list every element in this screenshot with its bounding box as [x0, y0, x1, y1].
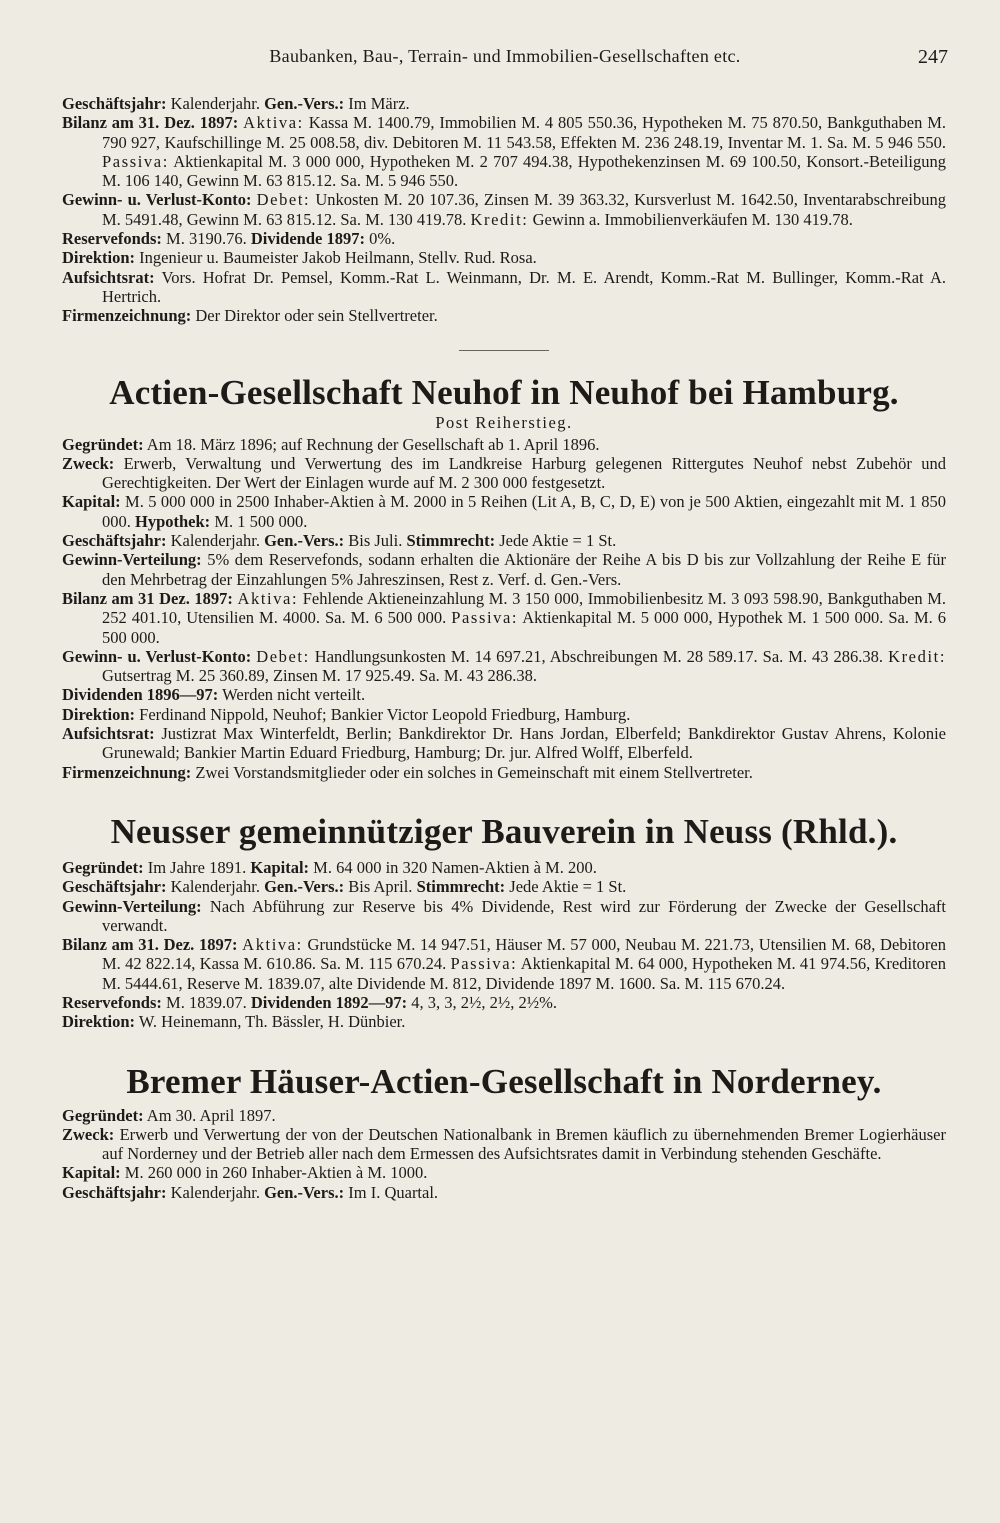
field-label: Stimmrecht: — [406, 531, 496, 551]
field-text: Jede Aktie = 1 St. — [495, 531, 617, 551]
field-text: Handlungsunkosten M. 14 697.21, Abschreibungen M. 28 589.17. Sa. M. 43 286.38. — [309, 646, 889, 666]
field-label: Geschäftsjahr: — [62, 1182, 167, 1202]
entry-continued — [62, 94, 946, 326]
field-label: Dividenden 1892—97: — [250, 992, 408, 1012]
field-label: Gen.-Vers.: — [264, 531, 345, 551]
entry-paragraph — [62, 858, 946, 877]
entry-paragraph — [62, 454, 946, 493]
field-text: M. 3190.76. — [161, 229, 251, 249]
field-label: Gegründet: — [62, 1105, 144, 1125]
field-label: Firmenzeichnung: — [62, 762, 192, 782]
field-text: Am 18. März 1896; auf Rechnung der Gesellschaft ab 1. April 1896. — [143, 434, 600, 454]
field-label: Gewinn- u. Verlust-Konto: — [62, 646, 252, 666]
field-text: Am 30. April 1897. — [143, 1105, 276, 1125]
spaced-label: Aktiva: — [242, 935, 303, 955]
field-label: Gen.-Vers.: — [264, 877, 345, 897]
field-text: Jede Aktie = 1 St. — [505, 877, 627, 897]
field-text: Fehlende Aktieneinzahlung M. 3 150 000, Immobilienbesitz M. 3 093 598.90, Bankguthaben M. 252 401.10, Utensilien M. 4000. Sa. M. 6 500 000. — [102, 588, 947, 628]
field-text: Kalenderjahr. — [166, 877, 265, 897]
spaced-label: Debet: — [256, 190, 311, 210]
field-text: M. 1 500 000. — [210, 511, 308, 531]
entry-paragraph — [62, 724, 946, 763]
field-label: Dividenden 1896—97: — [62, 685, 219, 705]
entry-paragraph — [62, 935, 946, 993]
field-label: Direktion: — [62, 248, 136, 268]
field-label: Gewinn-Verteilung: — [62, 896, 202, 916]
entry-paragraph — [62, 589, 946, 647]
field-text: M. 1839.07. — [161, 992, 251, 1012]
entry-title: Actien-Gesellschaft Neuhof in Neuhof bei Hamburg. — [109, 372, 899, 412]
field-label: Zweck: — [62, 453, 115, 473]
field-label: Direktion: — [62, 1012, 136, 1032]
field-label: Firmenzeichnung: — [62, 306, 192, 326]
entry-paragraph — [62, 877, 946, 896]
entry-paragraph — [62, 1125, 946, 1164]
field-label: Bilanz am 31 Dez. 1897: — [62, 588, 233, 608]
section-gap — [62, 782, 946, 812]
field-text: Zwei Vorstandsmitglieder oder ein solches in Gemeinschaft mit einem Stellvertreter. — [191, 762, 753, 782]
entry-neuss — [62, 812, 946, 1032]
entry-paragraph — [62, 248, 946, 267]
entry-paragraph — [62, 1183, 946, 1202]
field-text: Im Jahre 1891. — [143, 857, 251, 877]
entry-paragraph — [62, 306, 946, 325]
field-label: Kapital: — [62, 1163, 121, 1183]
entry-paragraph — [62, 492, 946, 531]
entry-paragraph — [62, 550, 946, 589]
field-text: Kassa M. 1400.79, Immobilien M. 4 805 550.36, Hypotheken M. 75 870.50, Bankguthaben M. 790 927, Kaufschillinge M. 25 008.58, div. Debitoren M. 11 543.58, Effekten M. 236 248.19, Inventar M. 1. Sa. M. 5 946 550. — [102, 113, 946, 152]
field-text: 0%. — [364, 229, 396, 249]
entry-paragraph — [62, 268, 946, 307]
spaced-label: Aktiva: — [237, 588, 299, 608]
field-text: Nach Abführung zur Reserve bis 4% Dividende, Rest wird zur Förderung der Zwecke der Gesellschaft verwandt. — [102, 896, 946, 935]
spaced-label: Debet: — [256, 646, 310, 666]
field-text: Aktienkapital M. 5 000 000, Hypothek M. 1 500 000. Sa. M. 6 500 000. — [102, 608, 946, 647]
spaced-label: Passiva: — [451, 608, 519, 628]
entry-paragraph — [62, 94, 946, 113]
field-label: Kapital: — [250, 857, 310, 877]
field-label: Reservefonds: — [62, 992, 162, 1012]
spaced-label: Passiva: — [102, 151, 169, 171]
field-label: Gen.-Vers.: — [264, 1182, 345, 1202]
entry-body — [62, 1106, 946, 1202]
field-label: Geschäftsjahr: — [62, 94, 167, 113]
entry-paragraph — [62, 113, 946, 190]
field-text: Der Direktor oder sein Stellvertreter. — [191, 306, 438, 326]
field-label: Zweck: — [62, 1124, 115, 1144]
field-text: Gutsertrag M. 25 360.89, Zinsen M. 17 925.49. Sa. M. 43 286.38. — [102, 666, 537, 686]
spaced-label: Aktiva: — [243, 113, 304, 133]
field-text: Vors. Hofrat Dr. Pemsel, Komm.-Rat L. Weinmann, Dr. M. E. Arendt, Komm.-Rat M. Bullinger, Komm.-Rat A. Hertrich. — [102, 267, 946, 306]
field-text: M. 260 000 in 260 Inhaber-Aktien à M. 1000. — [120, 1163, 428, 1183]
field-label: Aufsichtsrat: — [62, 267, 155, 287]
entry-paragraph — [62, 763, 946, 782]
field-text: Werden nicht verteilt. — [218, 685, 366, 705]
field-text: Gewinn a. Immobilienverkäufen M. 130 419.78. — [528, 209, 853, 229]
field-label: Geschäftsjahr: — [62, 531, 167, 551]
spaced-label: Kredit: — [470, 209, 529, 229]
entry-title: Neusser gemeinnütziger Bauverein in Neuss (Rhld.). — [110, 811, 898, 851]
entry-paragraph — [62, 1106, 946, 1125]
field-text: 4, 3, 3, 2½, 2½, 2½%. — [407, 992, 558, 1012]
field-text: Bis Juli. — [344, 531, 407, 551]
field-text: Ingenieur u. Baumeister Jakob Heilmann, Stellv. Rud. Rosa. — [135, 248, 537, 268]
field-label: Direktion: — [62, 704, 136, 724]
page-number: 247 — [918, 46, 948, 68]
field-text: Kalenderjahr. — [166, 531, 265, 551]
field-text: Aktienkapital M. 64 000, Hypotheken M. 41 974.56, Kreditoren M. 5444.61, Reserve M. 1839.07, alte Dividende M. 812, Dividende 1897 M. 1600. Sa. M. 115 670.24. — [102, 954, 946, 993]
field-label: Bilanz am 31. Dez. 1897: — [62, 935, 238, 955]
field-label: Aufsichtsrat: — [62, 724, 155, 744]
running-head: Baubanken, Bau-, Terrain- und Immobilien-Gesellschaften etc. — [269, 46, 741, 66]
entry-paragraph — [62, 647, 946, 686]
field-text: Ferdinand Nippold, Neuhof; Bankier Victor Leopold Friedburg, Hamburg. — [135, 704, 631, 724]
field-label: Kapital: — [62, 492, 121, 512]
field-text: Im März. — [344, 94, 410, 113]
field-text: Grundstücke M. 14 947.51, Häuser M. 57 000, Neubau M. 221.73, Utensilien M. 68, Debitoren M. 42 822.14, Kassa M. 610.86. Sa. M. 115 670.24. — [102, 935, 946, 974]
field-text: Unkosten M. 20 107.36, Zinsen M. 39 363.32, Kursverlust M. 1642.50, Inventarabschreibung M. 5491.48, Gewinn M. 63 815.12. Sa. M. 130 419.78. — [102, 190, 947, 229]
field-label: Dividende 1897: — [250, 229, 365, 249]
entry-paragraph — [62, 1163, 946, 1182]
field-label: Hypothek: — [135, 511, 211, 531]
field-label: Gegründet: — [62, 857, 144, 877]
entry-paragraph — [62, 1012, 946, 1031]
field-label: Gewinn- u. Verlust-Konto: — [62, 190, 252, 210]
field-text: Justizrat Max Winterfeldt, Berlin; Bankdirektor Dr. Hans Jordan, Elberfeld; Bankdirektor Gustav Ahrens, Kolonie Grunewald; Bankier Martin Eduard Friedburg, Hamburg; Dr. jur. Alfred Wolff, Elberfeld. — [102, 724, 946, 763]
field-label: Geschäftsjahr: — [62, 877, 167, 897]
field-label: Gewinn-Verteilung: — [62, 550, 202, 570]
spaced-label: Kredit: — [888, 646, 946, 666]
field-label: Stimmrecht: — [416, 877, 506, 897]
field-label: Bilanz am 31. Dez. 1897: — [62, 113, 239, 133]
field-text: Im I. Quartal. — [344, 1182, 439, 1202]
field-text: Kalenderjahr. — [166, 94, 265, 113]
page-content — [62, 94, 946, 1202]
entry-paragraph — [62, 531, 946, 550]
field-label: Gen.-Vers.: — [264, 94, 345, 113]
spaced-label: Passiva: — [450, 954, 518, 974]
entry-paragraph — [62, 685, 946, 704]
entry-paragraph — [62, 705, 946, 724]
field-text: 5% dem Reservefonds, sodann erhalten die Aktionäre der Reihe A bis D bis zur Vollzahlung der Reihe E für den Mehrbetrag der Einzahlungen 5% Jahreszinsen, Rest z. Verf. d. Gen.-Vers. — [102, 550, 946, 589]
entry-body — [62, 94, 946, 326]
entry-paragraph — [62, 993, 946, 1012]
field-label: Reservefonds: — [62, 229, 162, 249]
field-text: Erwerb, Verwaltung und Verwertung des im Landkreise Harburg gelegenen Rittergutes Neuhof nebst Zubehör und Gerechtigkeiten. Der Wert der Einlagen wurde auf M. 2 300 000 festgesetzt. — [102, 453, 946, 493]
section-gap — [62, 1032, 946, 1062]
entry-title: Bremer Häuser-Actien-Gesellschaft in Norderney. — [126, 1061, 882, 1101]
field-text: W. Heinemann, Th. Bässler, H. Dünbier. — [135, 1012, 406, 1032]
field-text: Erwerb und Verwertung der von der Deutschen Nationalbank in Bremen käuflich zu übernehmenden Bremer Logierhäuser auf Norderney und der Betrieb aller nach dem Ermessen des Aufsichtsrates damit in Verbindung stehenden Geschäfte. — [102, 1124, 946, 1164]
field-text: M. 5 000 000 in 2500 Inhaber-Aktien à M. 2000 in 5 Reihen (Lit A, B, C, D, E) von je 500 Aktien, eingezahlt mit M. 1 850 000. — [102, 492, 946, 531]
entry-paragraph — [62, 229, 946, 248]
field-text: Aktienkapital M. 3 000 000, Hypotheken M. 2 707 494.38, Hypothekenzinsen M. 69 100.50, Konsort.-Beteiligung M. 106 140, Gewinn M. 63 815.12. Sa. M. 5 946 550. — [102, 151, 946, 191]
entry-body — [62, 858, 946, 1032]
entry-paragraph — [62, 435, 946, 454]
field-text: Bis April. — [344, 877, 417, 897]
section-divider — [459, 350, 549, 351]
entry-paragraph — [62, 897, 946, 936]
entry-neuhof — [62, 373, 946, 782]
field-text: Kalenderjahr. — [166, 1182, 265, 1202]
page-header — [62, 46, 948, 74]
field-label: Gegründet: — [62, 434, 144, 454]
entry-body — [62, 435, 946, 782]
entry-subtitle: Post Reiherstieg. — [435, 412, 573, 432]
entry-paragraph — [62, 190, 946, 229]
entry-norderney — [62, 1062, 946, 1202]
field-text: M. 64 000 in 320 Namen-Aktien à M. 200. — [309, 857, 597, 877]
